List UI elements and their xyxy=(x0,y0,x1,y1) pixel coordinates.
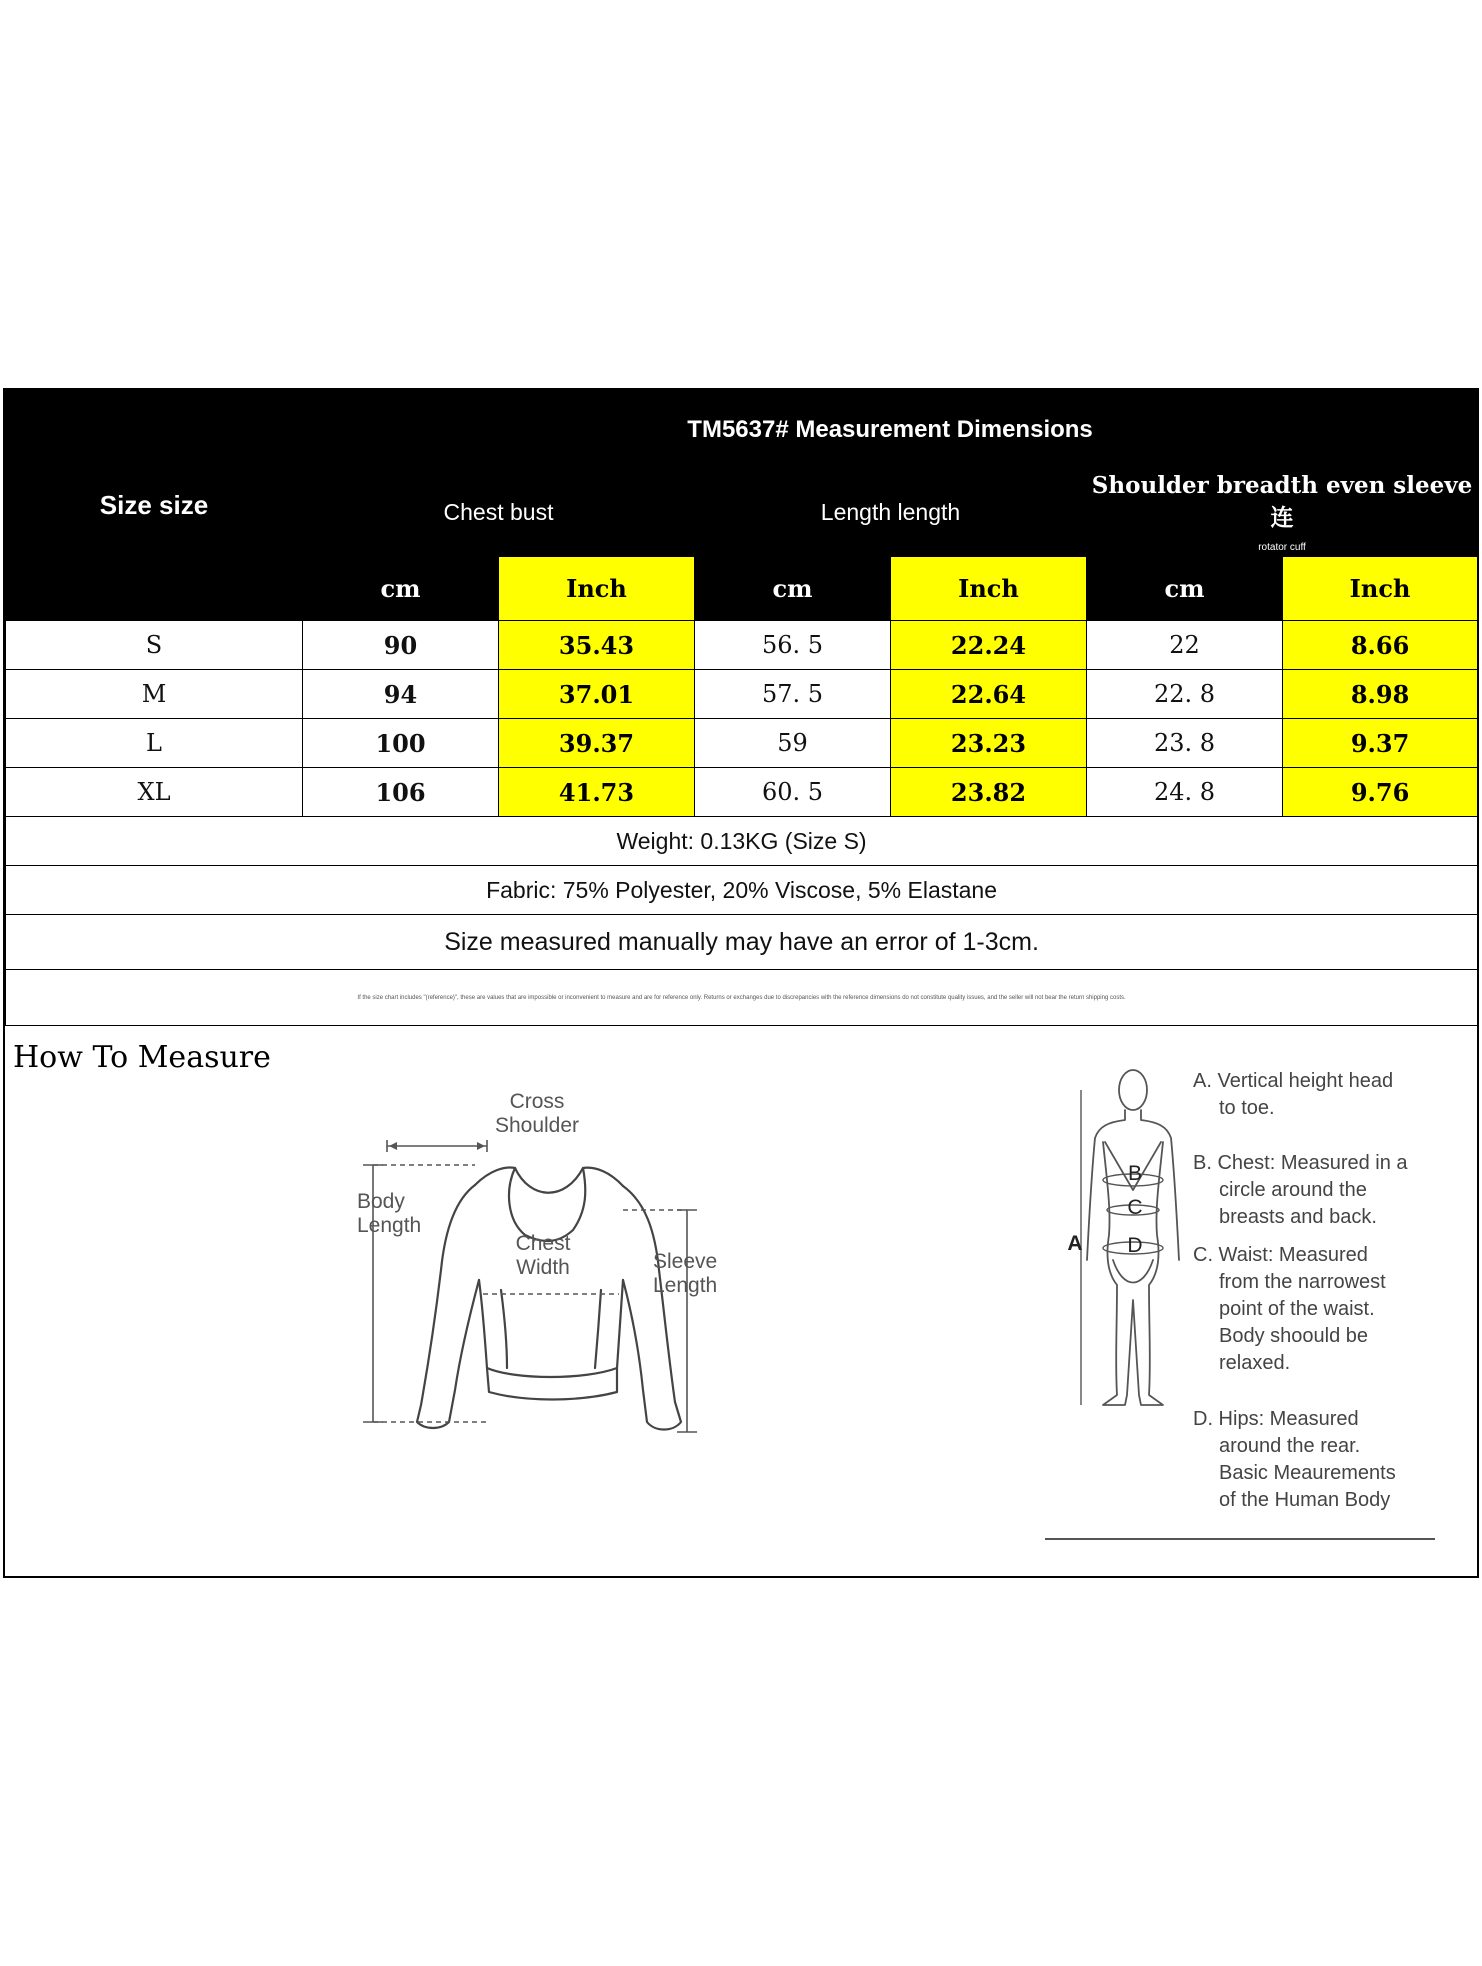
chest-inch-cell: 39.37 xyxy=(499,719,695,768)
chest-inch-cell: 37.01 xyxy=(499,670,695,719)
length-inch-cell: 23.23 xyxy=(891,719,1087,768)
note-a: A. Vertical height head to toe. xyxy=(1193,1070,1394,1119)
cross-shoulder-label: Cross Shoulder xyxy=(494,1090,580,1137)
chest-cm-cell: 106 xyxy=(303,768,499,817)
shoulder-inch-cell: 9.37 xyxy=(1283,719,1478,768)
length-cm-cell: 56. 5 xyxy=(695,621,891,670)
note-d: D. Hips: Measured around the rear. Basic Meaurements of the Human Body xyxy=(1193,1408,1396,1511)
shoulder-cm-cell: 22. 8 xyxy=(1087,670,1283,719)
body-letter-a: A xyxy=(1067,1232,1083,1255)
shoulder-cm-cell: 24. 8 xyxy=(1087,768,1283,817)
chest-inch-cell: 35.43 xyxy=(499,621,695,670)
chest-cm-header: cm xyxy=(303,557,499,621)
fine-print: If the size chart includes "(reference)", these are values that are impossible or inconvenient to measure and are for reference only. Returns or exchanges due to discrepancies with the reference dimensions do not constitute quality issues, and the seller will not bear the return shipping costs. xyxy=(6,970,1478,1026)
length-group-header: Length length xyxy=(695,469,1087,557)
shoulder-group-label: Shoulder breadth even sleeve连 xyxy=(1091,472,1473,531)
error-note: Size measured manually may have an error of 1-3cm. xyxy=(6,915,1478,970)
sleeve-length-label: Sleeve Length xyxy=(653,1250,718,1297)
fabric-info: Fabric: 75% Polyester, 20% Viscose, 5% Elastane xyxy=(6,866,1478,915)
chest-cm-cell: 90 xyxy=(303,621,499,670)
chest-cm-cell: 100 xyxy=(303,719,499,768)
shoulder-group-header xyxy=(1087,469,1478,557)
table-title: TM5637# Measurement Dimensions xyxy=(303,391,1478,469)
note-b: B. Chest: Measured in a circle around the breasts and back. xyxy=(1193,1152,1408,1228)
shoulder-inch-cell: 8.98 xyxy=(1283,670,1478,719)
size-cell: S xyxy=(6,621,303,670)
size-cell: M xyxy=(6,670,303,719)
length-inch-cell: 22.24 xyxy=(891,621,1087,670)
how-to-measure-title: How To Measure xyxy=(13,1040,271,1075)
weight-info: Weight: 0.13KG (Size S) xyxy=(6,817,1478,866)
note-c: C. Waist: Measured from the narrowest point of the waist. Body shoould be relaxed. xyxy=(1193,1244,1386,1374)
chest-cm-cell: 94 xyxy=(303,670,499,719)
length-inch-cell: 23.82 xyxy=(891,768,1087,817)
shoulder-inch-cell: 8.66 xyxy=(1283,621,1478,670)
table-row xyxy=(6,768,1478,817)
shoulder-cm-header: cm xyxy=(1087,557,1283,621)
chest-inch-cell: 41.73 xyxy=(499,768,695,817)
garment-body-seams xyxy=(501,1290,601,1368)
size-chart-sheet xyxy=(3,388,1479,1578)
size-table xyxy=(5,390,1478,1026)
shoulder-cm-cell: 23. 8 xyxy=(1087,719,1283,768)
length-inch-header: Inch xyxy=(891,557,1087,621)
length-inch-cell: 22.64 xyxy=(891,670,1087,719)
garment-right-sleeve xyxy=(623,1186,681,1430)
body-letter-b: B xyxy=(1127,1162,1142,1185)
body-length-label: Body Length xyxy=(357,1190,422,1237)
body-letter-c: C xyxy=(1127,1196,1143,1219)
chest-group-header: Chest bust xyxy=(303,469,695,557)
shoulder-inch-header: Inch xyxy=(1283,557,1478,621)
head-icon xyxy=(1119,1070,1147,1110)
length-cm-cell: 59 xyxy=(695,719,891,768)
size-cell: XL xyxy=(6,768,303,817)
shoulder-group-sublabel: rotator cuff xyxy=(1258,542,1306,553)
size-cell: L xyxy=(6,719,303,768)
shoulder-cm-cell: 22 xyxy=(1087,621,1283,670)
table-row xyxy=(6,621,1478,670)
notes-underline xyxy=(1045,1538,1435,1540)
table-row xyxy=(6,719,1478,768)
chest-inch-header: Inch xyxy=(499,557,695,621)
size-column-header: Size size xyxy=(6,391,303,621)
chest-width-label: Chest Width xyxy=(515,1232,571,1279)
shoulder-inch-cell: 9.76 xyxy=(1283,768,1478,817)
length-cm-header: cm xyxy=(695,557,891,621)
table-row xyxy=(6,670,1478,719)
body-letter-d: D xyxy=(1127,1234,1143,1257)
length-cm-cell: 57. 5 xyxy=(695,670,891,719)
length-cm-cell: 60. 5 xyxy=(695,768,891,817)
garment-neckline xyxy=(475,1168,623,1193)
body-swimsuit-bottom xyxy=(1113,1260,1153,1283)
